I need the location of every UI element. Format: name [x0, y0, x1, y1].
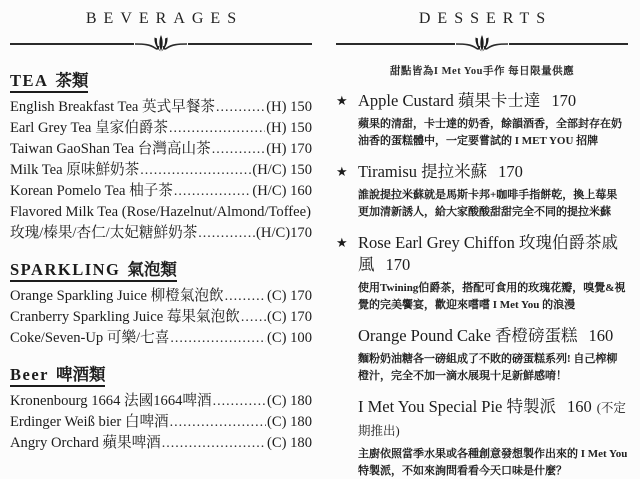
menu-row	[10, 328, 312, 349]
ornament-divider	[10, 33, 312, 55]
dessert-price: 160	[588, 326, 614, 345]
tulip-flourish-icon	[134, 33, 188, 55]
dot-leader	[241, 307, 266, 328]
item-price: (H/C)170	[256, 225, 312, 241]
dessert-price: 170	[385, 255, 411, 274]
dessert-title-row	[358, 90, 628, 112]
tulip-flourish-icon	[455, 33, 509, 55]
menu-row	[10, 160, 312, 181]
beverages-column	[0, 0, 322, 457]
menu-row	[10, 118, 312, 139]
desserts-note: 甜點皆為I Met You手作 每日限量供應	[389, 66, 575, 77]
dot-leader	[212, 139, 265, 160]
desserts-title: DESSERTS	[418, 10, 553, 27]
dessert-description: 蘋果的清甜，卡士達的奶香，餘韻酒香，全部封存在奶油香的蛋糕體中，一定要嘗試的 I MET YOU 招牌	[358, 118, 622, 147]
item-price: (C) 180	[267, 435, 312, 451]
dot-leader	[174, 181, 252, 202]
dessert-price: 170	[551, 91, 577, 110]
dot-leader	[216, 97, 265, 118]
menu-row	[10, 307, 312, 328]
item-price: (C) 180	[267, 393, 312, 409]
item-name: Earl Grey Tea 皇家伯爵茶	[10, 120, 168, 136]
item-price: (H/C) 160	[252, 183, 312, 199]
dessert-item	[336, 396, 628, 479]
item-price: (C) 170	[267, 309, 312, 325]
section-heading-en: TEA	[10, 71, 49, 90]
dessert-title-row	[358, 161, 628, 183]
item-name: Milk Tea 原味鮮奶茶	[10, 162, 140, 178]
section-heading-en: SPARKLING	[10, 260, 121, 279]
dessert-description: 麵粉奶油糖各一磅組成了不敗的磅蛋糕系列! 自己榨柳橙汁，完全不加一滴水展現十足新鮮感唷！	[358, 353, 618, 382]
dessert-name: Tiramisu 提拉米蘇	[358, 162, 488, 181]
desserts-column	[322, 0, 640, 477]
dessert-name: Rose Earl Grey Chiffon 玫瑰伯爵茶戚風	[358, 233, 618, 274]
divider-rule-right	[509, 43, 628, 45]
dot-leader	[213, 391, 266, 412]
dessert-availability-note: (不定期推出)	[358, 401, 626, 438]
item-name: Orange Sparkling Juice 柳橙氣泡飲	[10, 288, 224, 304]
dot-leader	[169, 118, 265, 139]
dessert-item	[336, 325, 628, 384]
dessert-item	[336, 161, 628, 220]
divider-rule-right	[188, 43, 312, 45]
dessert-description: 誰說提拉米蘇就是馬斯卡邦+咖啡手指餅乾，換上莓果更加清新誘人，給大家酸酸甜甜完全不同的提拉米蘇	[358, 189, 618, 218]
dot-leader	[170, 328, 266, 349]
dot-leader	[140, 160, 251, 181]
menu-row	[10, 139, 312, 160]
dessert-item	[336, 90, 628, 149]
item-name: Korean Pomelo Tea 柚子茶	[10, 183, 173, 199]
item-price: (H) 150	[266, 120, 312, 136]
item-name: English Breakfast Tea 英式早餐茶	[10, 99, 216, 115]
dessert-name: I Met You Special Pie 特製派	[358, 397, 556, 416]
dessert-title-row	[358, 396, 628, 442]
item-name: Angry Orchard 蘋果啤酒	[10, 435, 161, 451]
item-price: (C) 100	[267, 330, 312, 346]
section-heading-zh: 茶類	[55, 71, 89, 90]
section-heading-beer	[10, 361, 312, 385]
menu-row	[10, 97, 312, 118]
dessert-item	[336, 232, 628, 313]
item-name: 玫瑰/榛果/杏仁/太妃糖鮮奶茶	[10, 225, 198, 241]
star-icon: ★	[336, 235, 348, 250]
dot-leader	[170, 412, 266, 433]
dessert-title-row	[358, 232, 628, 276]
dessert-description: 主廚依照當季水果或各種創意發想製作出來的 I Met You 特製派，不如來詢問看看今天口味是什麼？	[358, 448, 628, 477]
dot-leader	[162, 433, 266, 454]
divider-rule-left	[10, 43, 134, 45]
dot-leader	[198, 223, 255, 244]
item-price: (H) 170	[266, 141, 312, 157]
dessert-name: Apple Custard 蘋果卡士達	[358, 91, 541, 110]
star-icon: ★	[336, 164, 348, 179]
menu-row	[10, 286, 312, 307]
menu-row	[10, 223, 312, 244]
item-name: Taiwan GaoShan Tea 台灣高山茶	[10, 141, 211, 157]
menu-row	[10, 433, 312, 454]
section-heading-tea	[10, 67, 312, 91]
menu-row	[10, 391, 312, 412]
item-name: Kronenbourg 1664 法國1664啤酒	[10, 393, 212, 409]
menu-row	[10, 181, 312, 202]
dessert-name: Orange Pound Cake 香橙磅蛋糕	[358, 326, 578, 345]
item-price: (H/C) 150	[252, 162, 312, 178]
section-heading-zh: 啤酒類	[55, 365, 106, 384]
section-heading-zh: 氣泡類	[127, 260, 177, 279]
ornament-divider	[336, 33, 628, 55]
dessert-description: 使用Twining伯爵茶，搭配可食用的玫瑰花瓣，嗅覺&視覺的完美饗宴，歡迎來嚐嚐 I Met You 的浪漫	[358, 282, 626, 311]
beverages-title: BEVERAGES	[85, 10, 244, 27]
menu-row	[10, 412, 312, 433]
item-price: (C) 170	[267, 288, 312, 304]
divider-rule-left	[336, 43, 455, 45]
dessert-price: 170	[498, 162, 523, 181]
dessert-title-row	[358, 325, 628, 347]
dessert-price: 160	[567, 397, 592, 416]
section-heading-sparkling	[10, 256, 312, 280]
dot-leader	[225, 286, 266, 307]
section-heading-en: Beer	[10, 365, 49, 384]
item-name-english-line: Flavored Milk Tea (Rose/Hazelnut/Almond/Toffee)	[10, 204, 311, 220]
item-price: (C) 180	[267, 414, 312, 430]
item-name: Coke/Seven-Up 可樂/七喜	[10, 330, 170, 346]
item-price: (H) 150	[266, 99, 312, 115]
star-icon: ★	[336, 93, 348, 108]
item-name: Cranberry Sparkling Juice 莓果氣泡飲	[10, 309, 240, 325]
item-name: Erdinger Weiß bier 白啤酒	[10, 414, 169, 430]
